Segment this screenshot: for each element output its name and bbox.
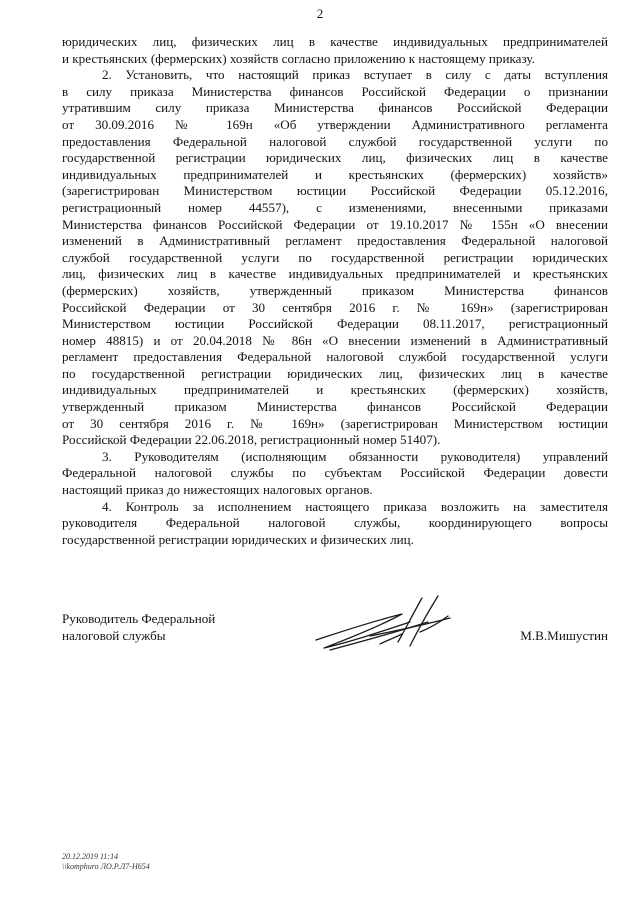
text-line: по государственной регистрации юридических лиц, физических лиц в качестве (62, 365, 608, 381)
text-line: 3. Руководителям (исполняющим обязанности руководителя) управлений (102, 448, 608, 464)
text-line: и крестьянских (фермерских) хозяйств согласно приложению к настоящему приказу. (62, 50, 535, 66)
text-line: Министерством юстиции Российской Федерации 08.11.2017, регистрационный (62, 316, 608, 332)
text-line: настоящий приказ до нижестоящих налоговых органов. (62, 482, 373, 498)
order-body-text (62, 34, 608, 548)
text-line: индивидуальных предпринимателей и крестьянских (фермерских) хозяйств, (62, 382, 608, 398)
text-line: 4. Контроль за исполнением настоящего приказа возложить на заместителя (102, 498, 608, 514)
text-line: (зарегистрирован Министерством юстиции Российской Федерации 05.12.2016, (62, 183, 608, 199)
text-line: государственной регистрации юридических лиц, физических лиц в качестве (62, 150, 608, 166)
text-line: регламент предоставления Федеральной налоговой службой государственной услуги (62, 349, 608, 365)
text-line: индивидуальных предпринимателей и крестьянских (фермерских) хозяйств» (62, 166, 608, 182)
footer-file-path: \\komphuro ЛО.Р.Л7-Н654 (62, 862, 150, 871)
text-line: регистрационный номер 44557), с изменениями, внесенными приказами (62, 199, 608, 215)
signature-block (62, 610, 608, 670)
signer-title-line-1: Руководитель Федеральной (62, 611, 216, 626)
text-line: Российской Федерации 22.06.2018, регистрационный номер 51407). (62, 432, 441, 448)
text-line: Российской Федерации от 30 сентября 2016 г. № 169н» (зарегистрирован (62, 299, 608, 315)
text-line: 2. Установить, что настоящий приказ вступает в силу с даты вступления (102, 67, 608, 83)
signer-title-line-2: налоговой службы (62, 628, 166, 643)
text-line: в силу приказа Министерства финансов Российской Федерации о признании (62, 83, 608, 99)
footer-timestamp: 20.12.2019 11:14 (62, 852, 119, 861)
text-line: лиц, физических лиц в качестве индивидуальных предпринимателей и крестьянских (62, 266, 608, 282)
page-number: 2 (316, 6, 324, 21)
text-line: утратившим силу приказа Министерства финансов Российской Федерации (62, 100, 608, 116)
text-line: номер 48815) и от 20.04.2018 № 86н «О внесении изменений в Административный (62, 332, 608, 348)
text-line: юридических лиц, физических лиц в качестве индивидуальных предпринимателей (62, 34, 608, 49)
text-line: предоставления Федеральной налоговой службой государственной услуги по (62, 133, 608, 149)
signer-name: М.В.Мишустин (520, 628, 608, 643)
text-line: изменений в Административный регламент предоставления Федеральной налоговой (62, 233, 608, 249)
signer-title (62, 610, 215, 644)
text-line: от 30.09.2016 № 169н «Об утверждении Административного регламента (62, 116, 608, 132)
text-line: утвержденный приказом Министерства финансов Российской Федерации (62, 399, 608, 415)
text-line: Федеральной налоговой службы по субъектам Российской Федерации довести (62, 465, 608, 481)
text-line: государственной регистрации юридических и физических лиц. (62, 531, 414, 547)
text-line: от 30 сентября 2016 г. № 169н» (зарегистрирован Министерством юстиции (62, 415, 608, 431)
text-line: службой государственной услуги по государственной регистрации юридических (62, 249, 608, 265)
document-footer (62, 852, 150, 872)
text-line: Министерства финансов Российской Федерации от 19.10.2017 № 155н «О внесении (62, 216, 608, 232)
text-line: (фермерских) хозяйств, утвержденный приказом Министерства финансов (62, 282, 608, 298)
handwritten-signature (310, 592, 460, 662)
text-line: руководителя Федеральной налоговой службы, координирующего вопросы (62, 515, 608, 531)
